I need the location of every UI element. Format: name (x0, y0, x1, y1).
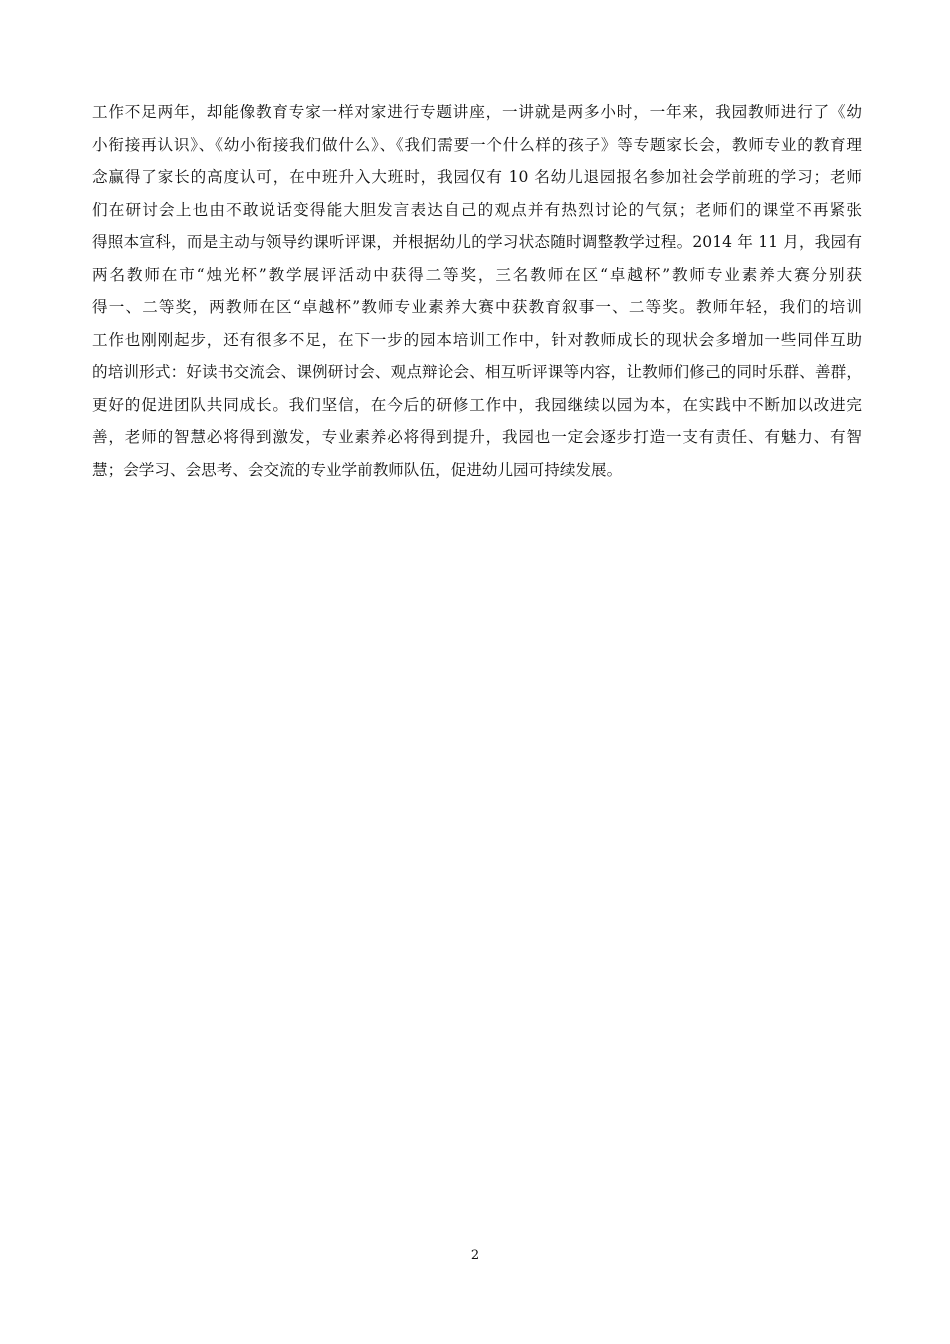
paragraph-line: 善，老师的智慧必将得到激发，专业素养必将得到提升，我园也一定会逐步打造一支有责任、有魅力、有智 (92, 428, 862, 446)
paragraph-line: 两名教师在市“烛光杯”教学展评活动中获得二等奖，三名教师在区“卓越杯”教师专业素养大赛分别获 (92, 265, 862, 284)
paragraph-line: 的培训形式：好读书交流会、课例研讨会、观点辩论会、相互听评课等内容，让教师们修己的同时乐群、善群， (92, 363, 862, 381)
paragraph-line: 们在研讨会上也由不敢说话变得能大胆发言表达自己的观点并有热烈讨论的气氛；老师们的课堂不再紧张 (92, 200, 862, 219)
paragraph-line: 更好的促进团队共同成长。我们坚信，在今后的研修工作中，我园继续以园为本，在实践中不断加以改进完 (92, 395, 862, 414)
page-number: 2 (470, 1248, 480, 1263)
body-paragraph (92, 96, 862, 486)
paragraph-line: 得一、二等奖，两教师在区“卓越杯”教师专业素养大赛中获教育叙事一、二等奖。教师年轻，我们的培训 (92, 298, 862, 316)
paragraph-line: 慧；会学习、会思考、会交流的专业学前教师队伍，促进幼儿园可持续发展。 (92, 460, 623, 479)
paragraph-line: 工作也刚刚起步，还有很多不足，在下一步的园本培训工作中，针对教师成长的现状会多增加一些同伴互助 (92, 330, 862, 349)
paragraph-line: 念赢得了家长的高度认可，在中班升入大班时，我园仅有 10 名幼儿退园报名参加社会学前班的学习；老师 (92, 168, 862, 186)
paragraph-line: 工作不足两年，却能像教育专家一样对家进行专题讲座，一讲就是两多小时，一年来，我园教师进行了《幼 (92, 103, 862, 121)
paragraph-line: 小衔接再认识》、《幼小衔接我们做什么》、《我们需要一个什么样的孩子》等专题家长会，教师专业的教育理 (92, 135, 862, 154)
paragraph-line: 得照本宣科，而是主动与领导约课听评课，并根据幼儿的学习状态随时调整教学过程。2014 年 11 月，我园有 (92, 233, 862, 251)
